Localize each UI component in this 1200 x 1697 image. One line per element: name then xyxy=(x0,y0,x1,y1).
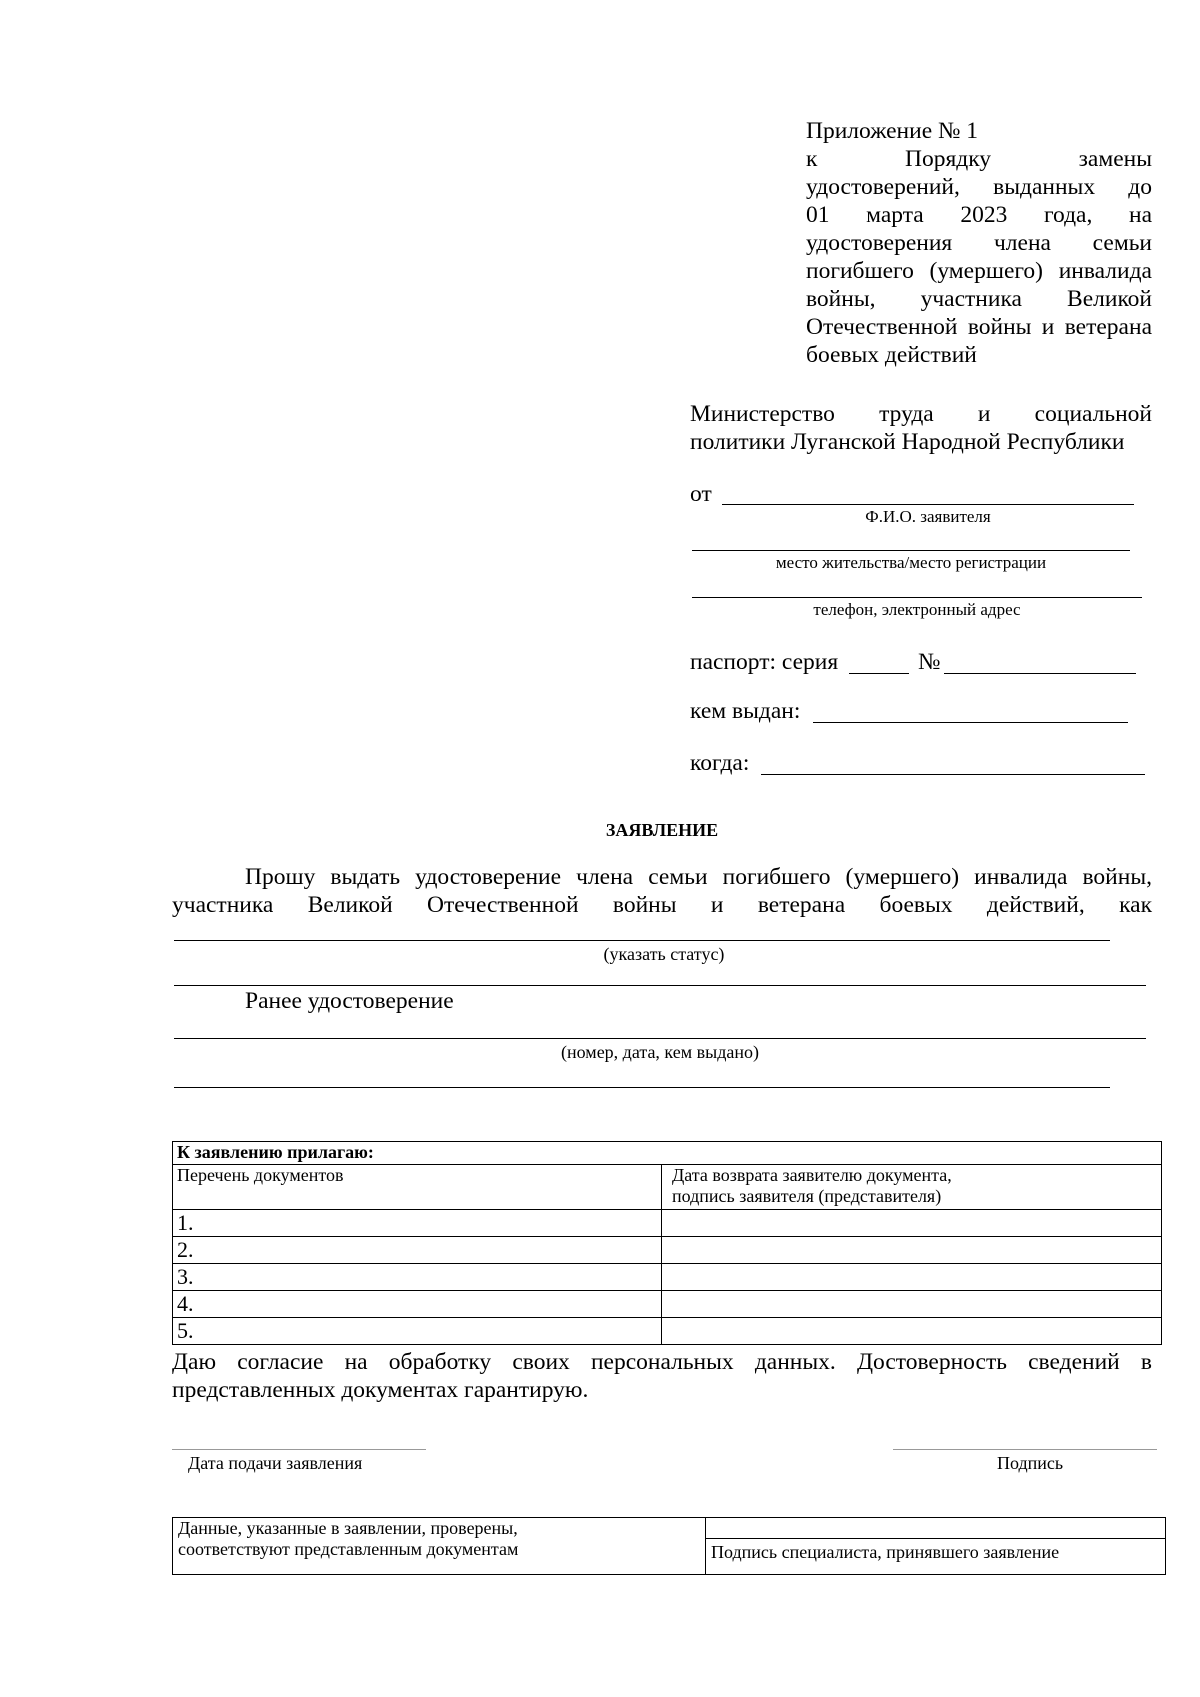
date-signature-line[interactable] xyxy=(172,1449,426,1450)
consent-line: представленных документах гарантирую. xyxy=(172,1377,589,1403)
addressee-line: Министерство труда и социальной xyxy=(690,401,1152,427)
verification-table xyxy=(172,1517,1166,1575)
contact-field[interactable] xyxy=(692,597,1142,598)
statement-line: Прошу выдать удостоверение члена семьи погибшего (умершего) инвалида войны, xyxy=(245,864,1152,890)
addressee-block xyxy=(690,400,1152,456)
fio-field[interactable] xyxy=(722,504,1134,505)
row-number[interactable]: 2. xyxy=(173,1237,662,1264)
return-date-cell[interactable] xyxy=(662,1210,1162,1237)
appendix-title: Приложение № 1 xyxy=(806,118,979,144)
table-row xyxy=(173,1264,1162,1291)
appendix-line: удостоверений, выданных до xyxy=(806,174,1152,200)
previous-certificate-field-continued[interactable] xyxy=(174,1087,1110,1088)
table-row xyxy=(173,1237,1162,1264)
contact-caption: телефон, электронный адрес xyxy=(813,600,1021,619)
when-field[interactable] xyxy=(761,774,1145,775)
return-date-header-line: Дата возврата заявителю документа, xyxy=(672,1165,952,1185)
table-row xyxy=(173,1291,1162,1318)
passport-label: паспорт: серия xyxy=(690,649,839,675)
status-caption: (указать статус) xyxy=(603,944,725,964)
appendix-line: 01 марта 2023 года, на xyxy=(806,202,1152,228)
when-label: когда: xyxy=(690,750,750,776)
previous-certificate-caption: (номер, дата, кем выдано) xyxy=(561,1042,759,1062)
appendix-line: войны, участника Великой xyxy=(806,286,1152,312)
attachments-table xyxy=(172,1141,1162,1345)
passport-number-field[interactable] xyxy=(944,673,1136,674)
status-field[interactable] xyxy=(174,940,1110,941)
table-row xyxy=(173,1318,1162,1345)
previous-certificate-label: Ранее удостоверение xyxy=(245,988,454,1014)
previous-certificate-field[interactable] xyxy=(174,1038,1146,1039)
consent-line: Даю согласие на обработку своих персональных данных. Достоверность сведений в xyxy=(172,1349,1152,1375)
appendix-line: к Порядку замены xyxy=(806,146,1152,172)
passport-number-label: № xyxy=(918,649,941,675)
addressee-line: политики Луганской Народной Республики xyxy=(690,429,1125,455)
status-field-continued[interactable] xyxy=(174,985,1146,986)
return-date-cell[interactable] xyxy=(662,1318,1162,1345)
date-label: Дата подачи заявления xyxy=(188,1453,363,1473)
appendix-line: погибшего (умершего) инвалида xyxy=(806,258,1152,284)
statement-body xyxy=(172,863,1152,919)
consent-block xyxy=(172,1348,1152,1404)
return-date-cell[interactable] xyxy=(662,1291,1162,1318)
row-number[interactable]: 4. xyxy=(173,1291,662,1318)
issued-by-label: кем выдан: xyxy=(690,698,801,724)
specialist-signature-label: Подпись специалиста, принявшего заявление xyxy=(706,1539,1166,1575)
fio-caption: Ф.И.О. заявителя xyxy=(865,507,991,526)
statement-heading: ЗАЯВЛЕНИЕ xyxy=(605,820,719,840)
attachments-header: К заявлению прилагаю: xyxy=(173,1142,1162,1165)
return-date-cell[interactable] xyxy=(662,1264,1162,1291)
specialist-signature-field[interactable] xyxy=(706,1518,1166,1539)
appendix-block xyxy=(806,117,1152,369)
row-number[interactable]: 3. xyxy=(173,1264,662,1291)
appendix-line: боевых действий xyxy=(806,342,977,368)
row-number[interactable]: 1. xyxy=(173,1210,662,1237)
verification-note-line: Данные, указанные в заявлении, проверены, xyxy=(178,1518,518,1538)
appendix-line: Отечественной войны и ветерана xyxy=(806,314,1152,340)
row-number[interactable]: 5. xyxy=(173,1318,662,1345)
return-date-header-line: подпись заявителя (представителя) xyxy=(672,1186,942,1206)
residence-caption: место жительства/место регистрации xyxy=(775,553,1047,572)
verification-note-line: соответствуют представленным документам xyxy=(178,1539,519,1559)
return-date-cell[interactable] xyxy=(662,1237,1162,1264)
table-row xyxy=(173,1210,1162,1237)
from-label: от xyxy=(690,481,712,507)
issued-by-field[interactable] xyxy=(813,722,1128,723)
signature-label: Подпись xyxy=(997,1453,1064,1473)
verification-note xyxy=(173,1518,706,1575)
appendix-line: удостоверения члена семьи xyxy=(806,230,1152,256)
return-date-header xyxy=(662,1165,1162,1210)
passport-series-field[interactable] xyxy=(849,673,909,674)
applicant-signature-line[interactable] xyxy=(893,1449,1157,1450)
statement-line: участника Великой Отечественной войны и ветерана боевых действий, как xyxy=(172,892,1152,918)
residence-field[interactable] xyxy=(692,550,1130,551)
documents-list-header: Перечень документов xyxy=(173,1165,662,1210)
